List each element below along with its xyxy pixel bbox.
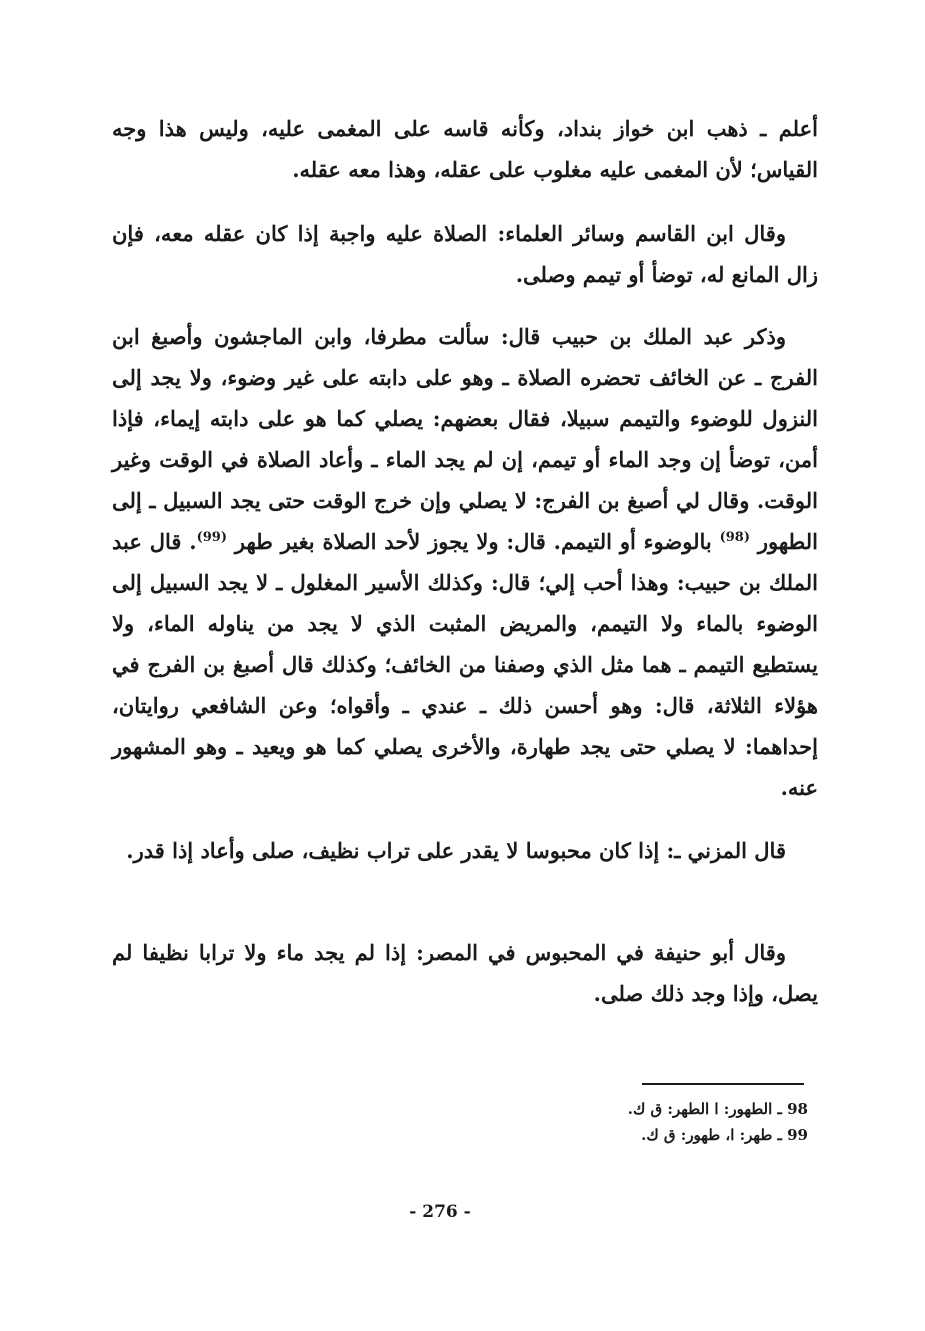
footnote-separator	[642, 1083, 804, 1085]
paragraph-3	[112, 316, 818, 808]
paragraph-5	[112, 932, 818, 1014]
paragraph-1	[112, 108, 818, 190]
page-number: - 276 -	[409, 1202, 471, 1222]
paragraph-2	[112, 213, 818, 295]
footnote-99: 99 ـ طهر: ا، طهور: ق ك.	[641, 1126, 808, 1144]
paragraph-4	[112, 830, 818, 871]
paragraph-2-text: وقال ابن القاسم وسائر العلماء: الصلاة عليه واجبة إذا كان عقله معه، فإن زال المانع له، توضأ أو تيمم وصلى.	[112, 221, 818, 287]
paragraph-3-part-1: وذكر عبد الملك بن حبيب قال: سألت مطرفا، وابن الماجشون وأصبغ ابن الفرج ـ عن الخائف تحضره الصلاة ـ وهو على دابته على غير وضوء، ولا يجد إلى النزول للوضوء والتيمم سبيلا، فقال بعضهم: يصلي كما هو على دابته إيماء، فإذا أمن، توضأ إن وجد الماء أو تيمم، إن لم يجد الماء ـ وأعاد الصلاة في الوقت وغير الوقت. وقال لي أصبغ بن الفرج: لا يصلي وإن خرج الوقت حتى يجد السبيل ـ إلى الطهور	[112, 324, 818, 554]
footnote-98: 98 ـ الطهور: ا الطهر: ق ك.	[627, 1100, 808, 1118]
footnote-ref-99[interactable]: (99)	[196, 530, 228, 545]
footnote-ref-98[interactable]: (98)	[719, 530, 750, 545]
paragraph-3-part-3: . قال عبد الملك بن حبيب: وهذا أحب إلي؛ قال: وكذلك الأسير المغلول ـ لا يجد السبيل إلى الوضوء بالماء ولا التيمم، والمريض المثبت الذي لا يجد من يناوله الماء، ولا يستطيع التيمم ـ هما مثل الذي وصفنا من الخائف؛ وكذلك قال أصبغ بن الفرج في هؤلاء الثلاثة، قال: وهو أحسن ذلك ـ عندي ـ وأقواه؛ وعن الشافعي روايتان، إحداهما: لا يصلي حتى يجد طهارة، والأخرى يصلي كما هو ويعيد ـ وهو المشهور عنه.	[112, 529, 818, 800]
paragraph-3-text	[112, 316, 818, 808]
paragraph-3-part-2: بالوضوء أو التيمم. قال: ولا يجوز لأحد الصلاة بغير طهر	[234, 529, 720, 554]
paragraph-4-text: قال المزني ـ: إذا كان محبوسا لا يقدر على تراب نظيف، صلى وأعاد إذا قدر.	[126, 838, 786, 863]
paragraph-5-text: وقال أبو حنيفة في المحبوس في المصر: إذا لم يجد ماء ولا ترابا نظيفا لم يصل، وإذا وجد ذلك صلى.	[112, 940, 818, 1006]
paragraph-1-text: أعلم ـ ذهب ابن خواز بنداد، وكأنه قاسه على المغمى عليه، وليس هذا وجه القياس؛ لأن المغمى عليه مغلوب على عقله، وهذا معه عقله.	[112, 116, 818, 182]
footnotes	[500, 1096, 808, 1148]
